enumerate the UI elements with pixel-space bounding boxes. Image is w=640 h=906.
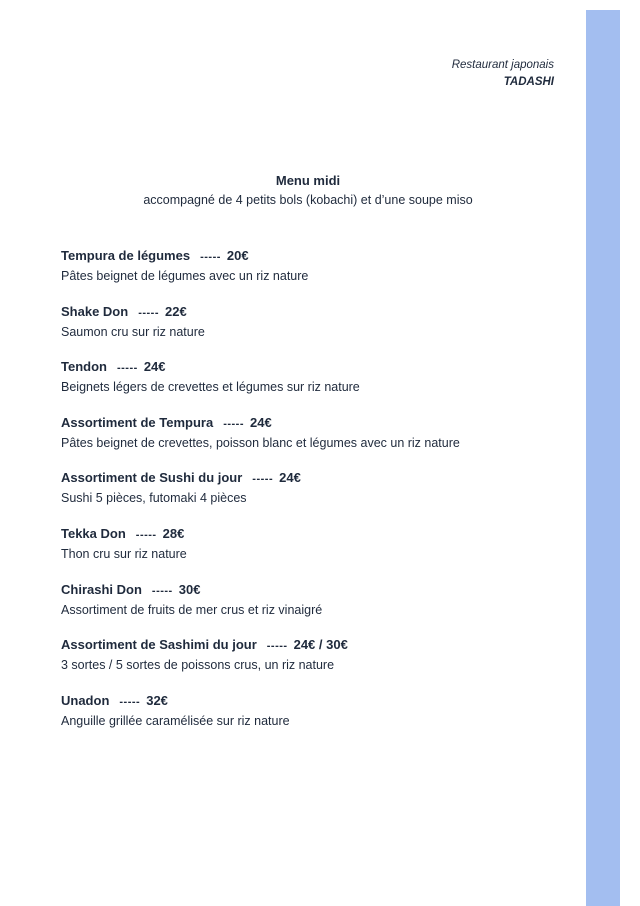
item-name: Tendon — [61, 359, 107, 375]
menu-item — [61, 357, 561, 413]
item-price: 22€ — [165, 303, 187, 319]
item-name: Assortiment de Sushi du jour — [61, 470, 243, 486]
menu-item — [61, 246, 561, 302]
item-separator: ----- — [252, 473, 274, 486]
item-price: 32€ — [146, 692, 168, 708]
decorative-side-bar — [586, 10, 620, 906]
item-separator: ----- — [223, 417, 245, 430]
item-name: Tekka Don — [61, 525, 126, 541]
menu-title: Menu midi — [275, 173, 341, 188]
item-price: 24€ — [250, 414, 272, 430]
menu-items-list — [61, 246, 561, 746]
restaurant-subtitle: Restaurant japonais — [451, 59, 554, 71]
item-description: Pâtes beignet de légumes avec un riz nature — [61, 269, 309, 283]
item-description: Sushi 5 pièces, futomaki 4 pièces — [61, 491, 247, 506]
item-separator: ----- — [138, 306, 160, 319]
item-price: 28€ — [162, 525, 185, 541]
item-separator: ----- — [151, 584, 173, 597]
menu-subtitle: accompagné de 4 petits bols (kobachi) et d’une soupe miso — [143, 193, 473, 207]
item-description: Anguille grillée caramélisée sur riz nature — [61, 713, 290, 728]
item-separator: ----- — [135, 528, 157, 541]
item-separator: ----- — [200, 251, 221, 263]
menu-item — [61, 302, 561, 358]
restaurant-header — [452, 57, 554, 91]
item-separator: ----- — [266, 640, 288, 653]
item-name: Tempura de légumes — [61, 248, 191, 263]
item-price: 24€ / 30€ — [293, 637, 348, 653]
item-separator: ----- — [116, 362, 138, 375]
item-price: 24€ — [143, 359, 166, 375]
menu-item — [61, 524, 561, 580]
item-description: Thon cru sur riz nature — [61, 546, 187, 561]
item-name: Assortiment de Sashimi du jour — [61, 637, 257, 653]
item-price: 24€ — [279, 470, 301, 486]
item-description: Assortiment de fruits de mer crus et riz vinaigré — [61, 602, 323, 617]
menu-item — [61, 468, 561, 524]
item-price: 20€ — [226, 248, 249, 263]
item-description: Saumon cru sur riz nature — [61, 324, 205, 339]
item-name: Assortiment de Tempura — [61, 414, 214, 430]
item-description: 3 sortes / 5 sortes de poissons crus, un riz nature — [61, 658, 335, 673]
menu-item — [61, 413, 561, 469]
item-description: Beignets légers de crevettes et légumes sur riz nature — [61, 380, 360, 395]
menu-item — [61, 691, 561, 747]
menu-item — [61, 635, 561, 691]
menu-item — [61, 580, 561, 636]
item-price: 30€ — [178, 581, 201, 597]
item-name: Unadon — [61, 692, 110, 708]
item-name: Shake Don — [61, 303, 129, 319]
item-description: Pâtes beignet de crevettes, poisson blanc et légumes avec un riz nature — [61, 435, 460, 450]
item-separator: ----- — [119, 695, 141, 708]
restaurant-name: TADASHI — [503, 76, 554, 88]
item-name: Chirashi Don — [61, 581, 142, 597]
